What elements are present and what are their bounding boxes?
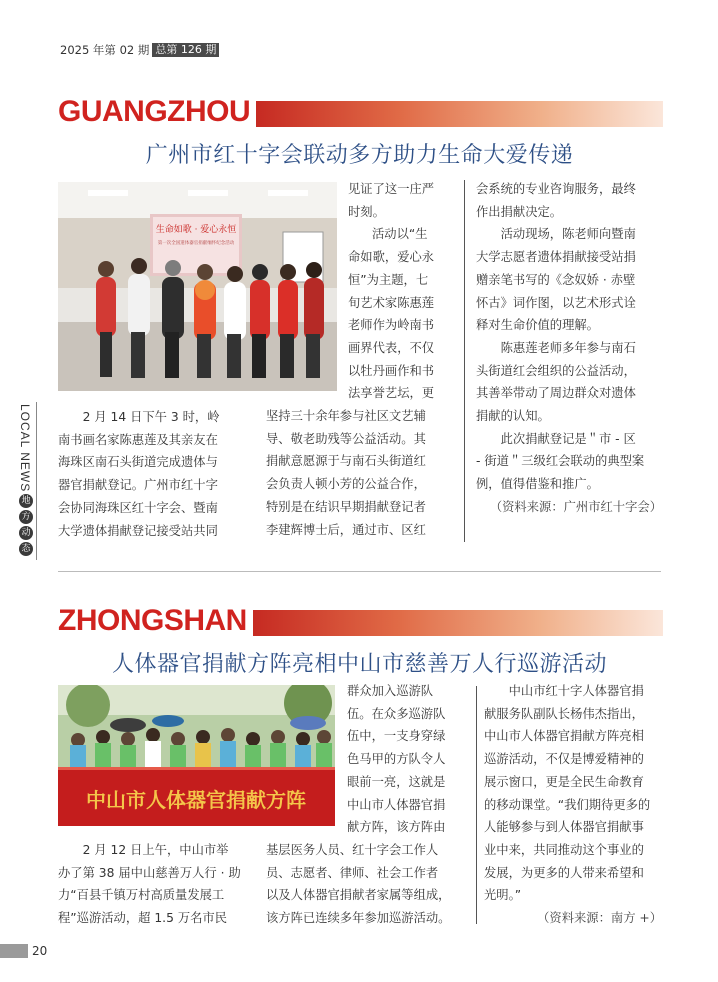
text-line: 怀古》词作图，以艺术形式诠	[476, 295, 636, 310]
text-line: 以及人体器官捐献者家属等组成，	[266, 888, 451, 903]
section-banner-guangzhou	[58, 97, 663, 127]
text-line: 活动以“生	[372, 227, 428, 242]
banner-gradient-bar	[256, 101, 663, 127]
text-line: - 街道＂三级红会联动的典型案	[476, 454, 645, 469]
text-line: 大学遗体捐献登记接受站共同	[58, 523, 218, 538]
text-line: 大学志愿者遗体捐献接受站捐	[476, 250, 636, 265]
source-credit: （资料来源：南方 +）	[537, 911, 662, 926]
article-headline: 人体器官捐献方阵亮相中山市慈善万人行巡游活动	[111, 652, 607, 677]
text-line: 此次捐献登记是＂市 - 区	[500, 431, 636, 446]
article1-column-2	[266, 178, 454, 541]
text-line: 其善举带动了周边群众对遗体	[476, 386, 636, 401]
issue-total-tag: 总第 126 期	[152, 43, 219, 57]
text-line: 导、敬老助残等公益活动。其	[266, 431, 426, 446]
text-line: 该方阵已连续多年参加巡游活动。	[266, 911, 451, 926]
text-line: 中山市人体器官捐	[347, 797, 446, 812]
text-line: 坚持三十余年参与社区文艺辅	[266, 409, 426, 424]
text-line: 会系统的专业咨询服务，最终	[476, 182, 636, 196]
section-divider	[58, 571, 661, 572]
text-line: 画界代表，不仅	[348, 340, 435, 355]
text-line: 南书画名家陈惠莲及其亲友在	[58, 432, 218, 447]
text-line: 赠亲笔书写的《念奴娇 · 赤壁	[476, 272, 636, 287]
photo-banner-text: 中山市人体器官捐献方阵	[86, 788, 306, 812]
text-line: 眼前一亮，这就是	[347, 774, 446, 789]
section-banner-zhongshan	[58, 606, 663, 636]
screen-subtitle-text: 第一次全国遗体器官捐献缅怀纪念活动	[157, 241, 235, 246]
side-tab-char: 地	[19, 494, 33, 508]
text-line: 2 月 14 日下午 3 时，岭	[82, 410, 220, 424]
text-line: 人能够参与到人体器官捐献事	[484, 820, 644, 835]
text-line: 献服务队副队长杨伟杰指出，	[484, 706, 644, 721]
text-line: 旬艺术家陈惠莲	[348, 295, 435, 310]
text-line: 活动现场，陈老师向暨南	[500, 227, 636, 242]
page-number-footer	[0, 944, 47, 958]
text-line: 基层医务人员、红十字会工作人	[266, 842, 439, 857]
side-tab-char: 方	[19, 510, 33, 524]
text-line: 会负责人顿小芳的公益合作，	[266, 477, 426, 492]
text-line: 献方阵，该方阵由	[347, 820, 446, 835]
article-headline: 广州市红十字会联动多方助力生命大爱传递	[145, 143, 574, 168]
text-line: 2 月 12 日上午，中山市举	[82, 843, 229, 857]
text-line: 业中来，共同推动这个事业的	[484, 842, 644, 857]
text-line: 的移动课堂。“我们期待更多的	[484, 797, 651, 812]
text-line: 中山市人体器官捐献方阵亮相	[484, 729, 644, 744]
text-line: 法享誉艺坛，更	[348, 386, 435, 401]
article1-column-1	[58, 406, 242, 542]
text-line: 巡游活动，不仅是博爱精神的	[484, 752, 644, 767]
text-line: 见证了这一庄严	[348, 182, 435, 196]
text-line: 海珠区南石头街道完成遗体与	[58, 455, 218, 470]
article1-column-3	[476, 178, 662, 519]
screen-title-text: 生命如歌 · 爱心永恒	[155, 225, 237, 235]
text-line: 时刻。	[348, 204, 385, 219]
column-rule	[464, 180, 465, 542]
text-line: 陈惠莲老师多年参与南石	[500, 340, 636, 355]
text-line: 器官捐献登记。广州市红十字	[58, 478, 218, 493]
text-line: 发展，为更多的人带来希望和	[484, 865, 644, 880]
banner-gradient-bar	[253, 610, 663, 636]
source-credit: （资料来源：广州市红十字会）	[489, 499, 662, 514]
page-number-block	[0, 944, 28, 958]
text-line: 李建辉博士后，通过市、区红	[266, 522, 426, 537]
text-line: 员、志愿者、律师、社会工作者	[266, 865, 439, 880]
text-line: 会协同海珠区红十字会、暨南	[58, 500, 218, 515]
side-tab-char: 动	[19, 526, 33, 540]
section-city-title: GUANGZHOU	[58, 95, 251, 128]
text-line: 光明。”	[484, 888, 522, 903]
text-line: 中山市红十字人体器官捐	[508, 684, 644, 698]
text-line: 例，值得借鉴和推广。	[476, 477, 599, 492]
text-line: 色马甲的方队令人	[347, 752, 446, 767]
text-line: 以牡丹画作和书	[348, 363, 435, 378]
article2-column-1	[58, 839, 248, 930]
text-line: 作出捐献决定。	[476, 204, 563, 219]
text-line: 头街道红会组织的公益活动，	[476, 363, 636, 378]
text-line: 展示窗口，更是全民生命教育	[484, 774, 644, 789]
text-line: 力“百县千镇万村高质量发展工	[58, 888, 225, 903]
text-line: 办了第 38 届中山慈善万人行 · 助	[58, 865, 241, 880]
text-line: 命如歌，爱心永	[348, 250, 435, 265]
text-line: 释对生命价值的理解。	[476, 318, 599, 333]
side-tab-char: 态	[19, 542, 33, 556]
issue-number: 2025 年第 02 期	[60, 43, 150, 57]
column-rule	[476, 686, 477, 924]
text-line: 伍。在众多巡游队	[347, 706, 446, 721]
article2-column-3	[484, 680, 662, 930]
text-line: 程”巡游活动，超 1.5 万名市民	[58, 911, 228, 926]
article2-column-2	[266, 680, 466, 930]
text-line: 恒”为主题，七	[348, 272, 429, 287]
side-tab-english: LOCAL NEWS	[18, 404, 32, 493]
side-tab-local-news	[0, 402, 40, 562]
text-line: 伍中，一支身穿绿	[347, 729, 446, 744]
page-number: 20	[32, 944, 48, 958]
text-line: 捐献的认知。	[476, 409, 550, 424]
text-line: 群众加入巡游队	[347, 684, 434, 698]
text-line: 特别是在结识早期捐献登记者	[266, 499, 426, 514]
issue-header	[60, 42, 219, 58]
text-line: 老师作为岭南书	[348, 318, 435, 333]
text-line: 捐献意愿源于与南石头街道红	[266, 454, 426, 469]
side-tab-rule	[36, 402, 37, 560]
section-city-title: ZHONGSHAN	[58, 604, 247, 637]
